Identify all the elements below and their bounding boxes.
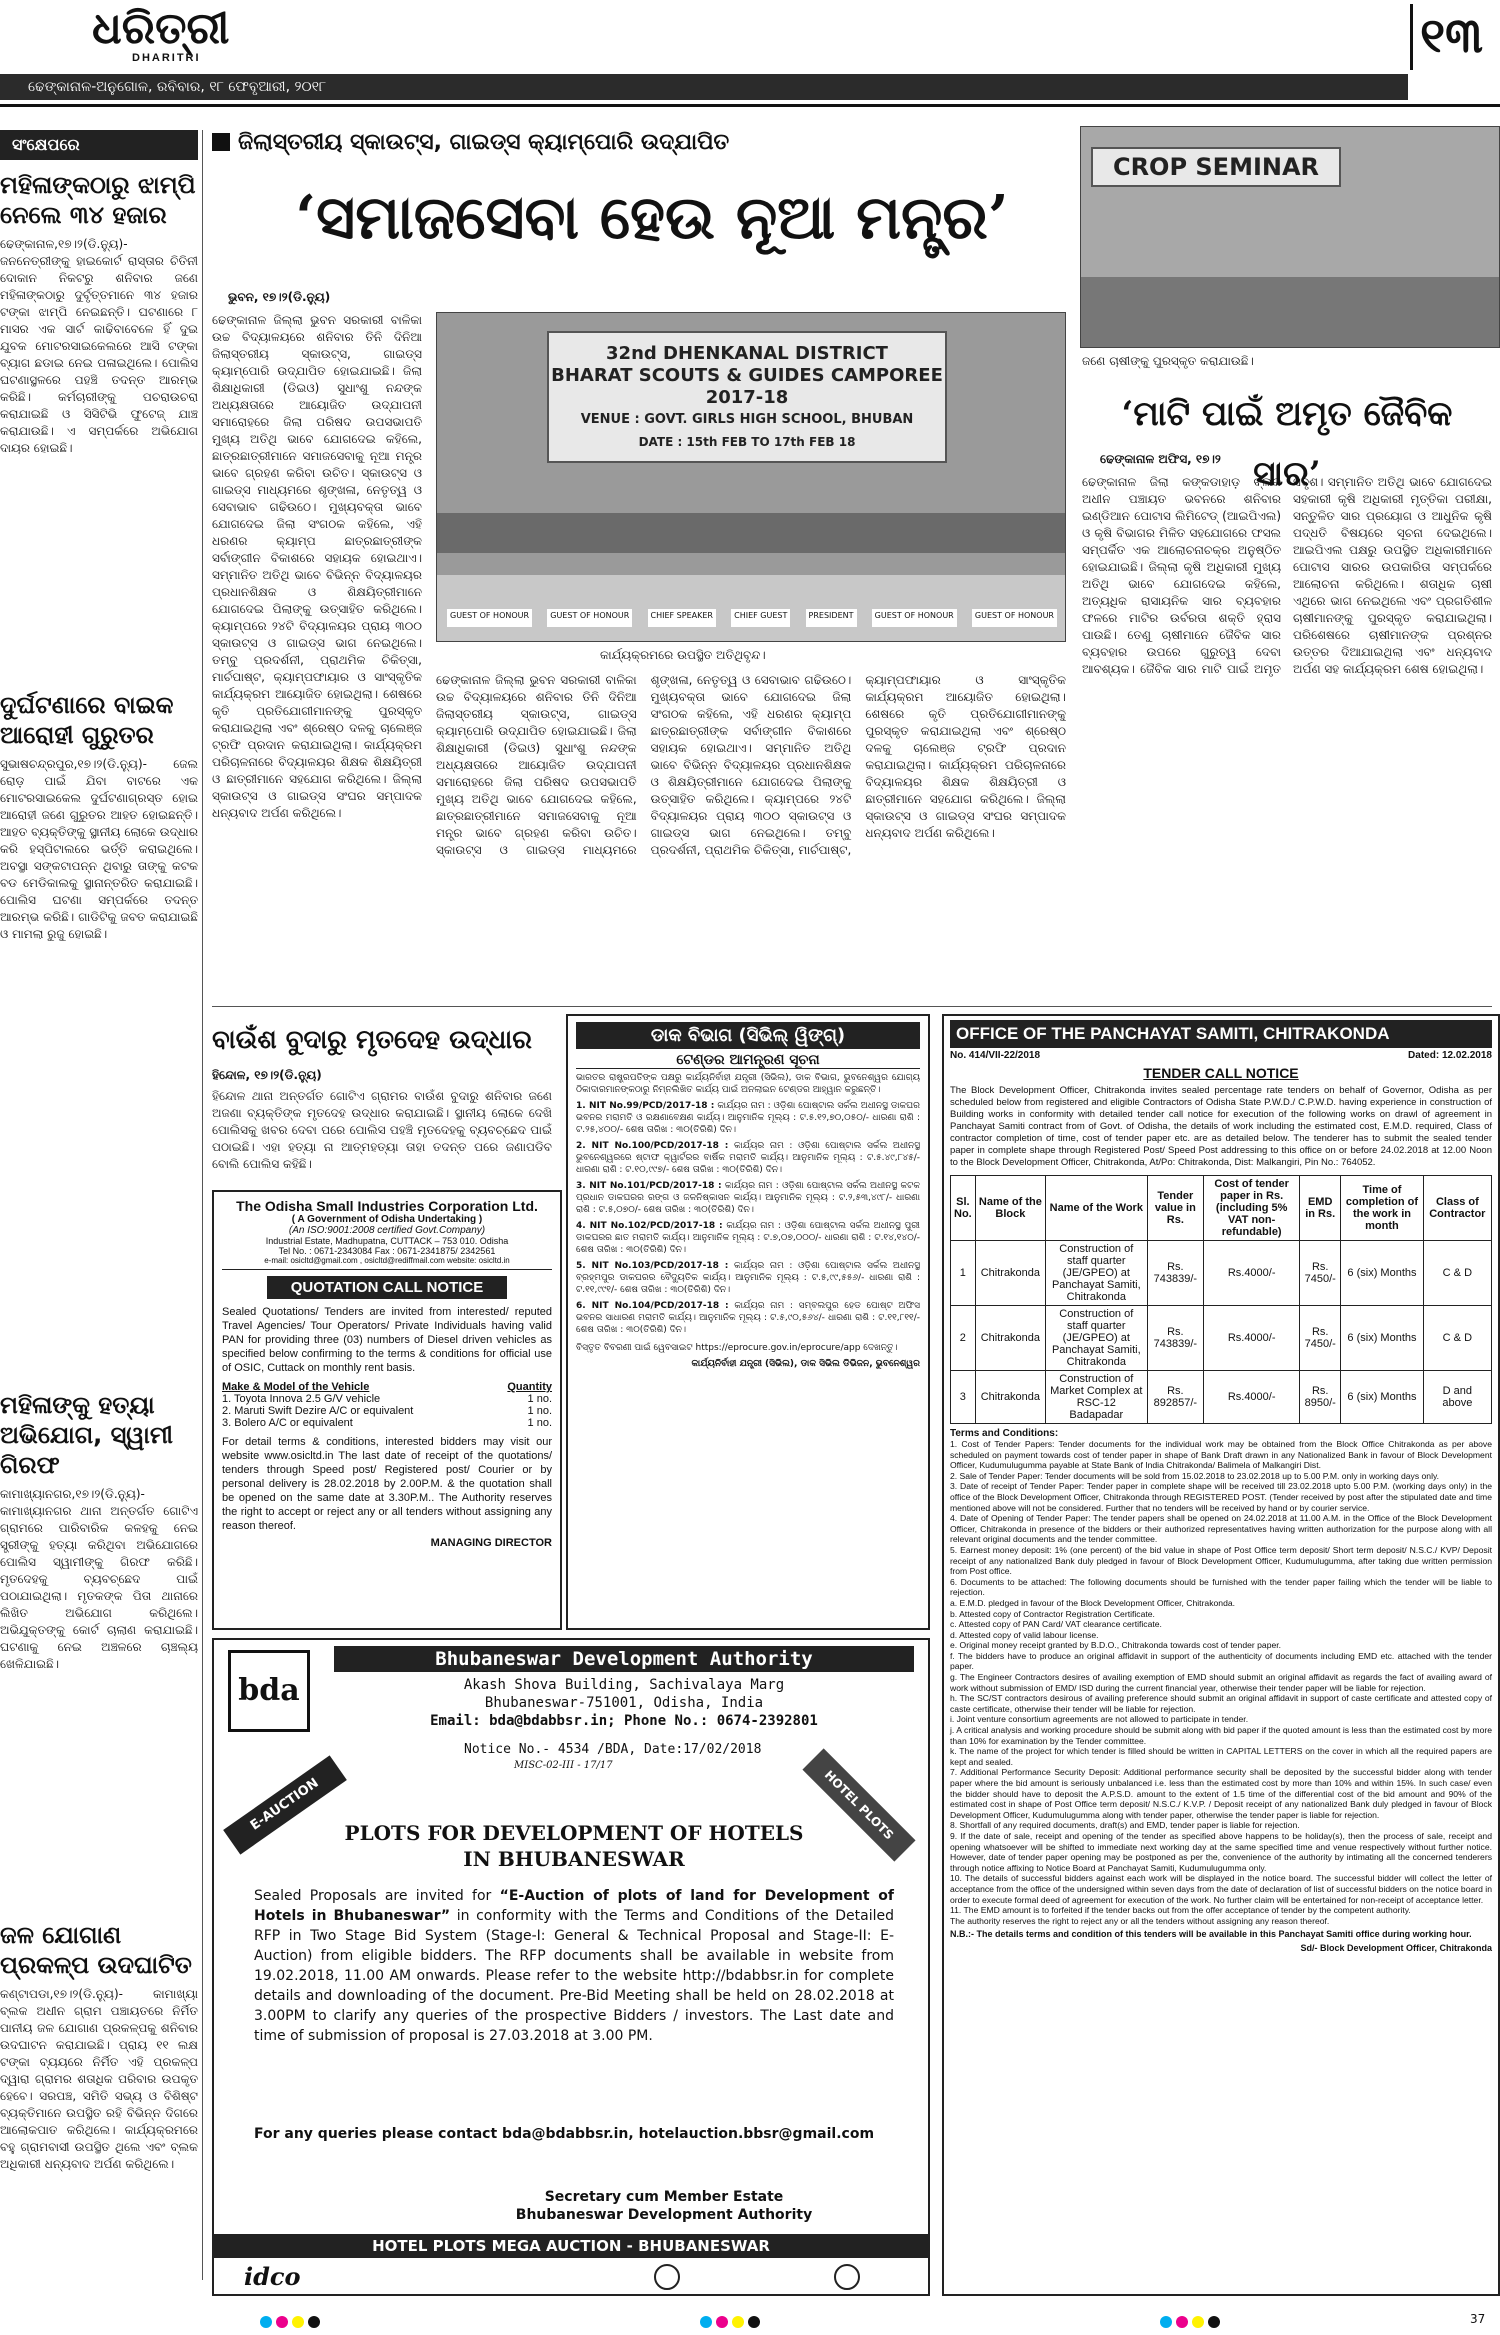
bda-address-2: Bhubaneswar-751001, Odisha, India	[484, 1695, 764, 1711]
osic-tel: Tel No. : 0671-2343084 Fax : 0671-2341875/ 2342561	[278, 1246, 496, 1256]
right-dateline: ଢେଙ୍କାନାଳ ଅଫିସ, ୧୭।୨	[1100, 452, 1221, 466]
mid-headline: ବାଉଁଶ ବୁଦାରୁ ମୃତଦେହ ଉଦ୍ଧାର	[212, 1025, 532, 1055]
name-card: GUEST OF HONOUR	[447, 609, 532, 627]
panchayat-ad	[942, 1014, 1500, 2296]
photo-people-row	[437, 513, 1066, 553]
bda-title-1: PLOTS FOR DEVELOPMENT OF HOTELS	[344, 1821, 804, 1845]
yellow-registration-dot	[292, 2316, 304, 2328]
term-item: k. The name of the project for which tender is filled should be written in CAPITAL LETTERS on the cover in which all the required papers are kept and sealed.	[950, 1746, 1492, 1767]
cyan-registration-dot	[260, 2316, 272, 2328]
osic-details: For detail terms & conditions, interested bidders may visit our website www.osicltd.in The last date of receipt of the quotations/ tenders through Speed post/ Registered post/ Courier or by personal delivery is 28.02.2018 by 2.00P.M. & the quotation shall be opened on the same date at 3.30P.M.. The Authority reserves the right to accept or reject any or all tenders without assigning any reason thereof.	[222, 1436, 552, 1532]
terms-list	[950, 1439, 1492, 1926]
lead-body-text: ଢେଙ୍କାନାଳ ଜିଲ୍ଲା ଭୁବନ ସରକାରୀ ବାଳିକା ଉଚ୍ଚ ବିଦ୍ୟାଳୟରେ ଶନିବାର ତିନି ଦିନିଆ ଜିଲାସ୍ତରୀୟ ସ୍କାଉଟ୍ସ, ଗାଇଡ୍ସ କ୍ୟାମ୍ପୋରି ଉଦ୍ଯାପିତ ହୋଇଯାଇଛି। ଜିଲା ଶିକ୍ଷାଧିକାରୀ (ଡିଇଓ) ସୁଧାଂଶୁ ନନ୍ଦଙ୍କ ଅଧ୍ୟକ୍ଷତାରେ ଆୟୋଜିତ ଉଦ୍ଯାପନୀ ସମାରୋହରେ ଜିଲା ପରିଷଦ ଉପସଭାପତି ମୁଖ୍ୟ ଅତିଥି ଭାବେ ଯୋଗଦେଇ କହିଲେ, ଛାତ୍ରଛାତ୍ରୀମାନେ ସମାଜସେବାକୁ ନୂଆ ମନ୍ତ୍ର ଭାବେ ଗ୍ରହଣ କରିବା ଉଚିତ। ସ୍କାଉଟ୍ସ ଓ ଗାଇଡ୍ସ ମାଧ୍ୟମରେ ଶୃଙ୍ଖଳା, ନେତୃତ୍ୱ ଓ ସେବାଭାବ ଗଢିଉଠେ। ମୁଖ୍ୟବକ୍ତା ଭାବେ ଯୋଗଦେଇ ଜିଲା ସଂଗଠକ କହିଲେ, ଏହି ଧରଣର କ୍ୟାମ୍ପ ଛାତ୍ରଛାତ୍ରୀଙ୍କ ସର୍ବାଙ୍ଗୀନ ବିକାଶରେ ସହାୟକ ହୋଇଥାଏ। ସମ୍ମାନିତ ଅତିଥି ଭାବେ ବିଭିନ୍ନ ବିଦ୍ୟାଳୟର ପ୍ରଧାନଶିକ୍ଷକ ଓ ଶିକ୍ଷୟିତ୍ରୀମାନେ ଯୋଗଦେଇ ପିଲାଙ୍କୁ ଉତ୍ସାହିତ କରିଥିଲେ। କ୍ୟାମ୍ପରେ ୨୪ଟି ବିଦ୍ୟାଳୟର ପ୍ରାୟ ୩୦୦ ସ୍କାଉଟ୍ସ ଓ ଗାଇଡ୍ସ ଭାଗ ନେଇଥିଲେ। ତମ୍ବୁ ପ୍ରଦର୍ଶନୀ, ପ୍ରାଥମିକ ଚିକିତ୍ସା, ମାର୍ଚପାଷ୍ଟ, କ୍ୟାମ୍ପଫାୟାର ଓ ସାଂସ୍କୃତିକ କାର୍ଯ୍ୟକ୍ରମ ଆୟୋଜିତ ହୋଇଥିଲା। ଶେଷରେ କୃତି ପ୍ରତିଯୋଗୀମାନଙ୍କୁ ପୁରସ୍କୃତ କରାଯାଇଥିଲା ଏବଂ ଶ୍ରେଷ୍ଠ ଦଳକୁ ଚାଲେଞ୍ଜ ଟ୍ରଫି ପ୍ରଦାନ କରାଯାଇଥିଲା। କାର୍ଯ୍ୟକ୍ରମ ପରିଚାଳନାରେ ବିଦ୍ୟାଳୟର ଶିକ୍ଷକ ଶିକ୍ଷୟିତ୍ରୀ ଓ ଛାତ୍ରୀମାନେ ସହଯୋଗ କରିଥିଲେ। ଜିଲ୍ଲା ସ୍କାଉଟ୍ସ ଓ ଗାଇଡ୍ସ ସଂଘର ସମ୍ପାଦକ ଧନ୍ୟବାଦ ଅର୍ପଣ କରିଥିଲେ।	[212, 313, 422, 820]
magenta-registration-dot	[716, 2316, 728, 2328]
col-header: Sl. No.	[951, 1176, 976, 1241]
cell: Rs. 892857/-	[1147, 1371, 1204, 1424]
cell: D and above	[1423, 1371, 1491, 1424]
black-registration-dot	[1208, 2316, 1220, 2328]
seminar-people	[1081, 277, 1500, 348]
vehicle-qty: 1 no.	[527, 1393, 552, 1405]
term-item: 5. Earnest money deposit: 1% (one percent) of the bid value in shape of Post Office term deposit/ Short term deposit/ N.S.C./ KVP/ Deposit receipt of any nationalized Bank duly pledged in favour of Block Development Officer, Kudumulugumma, after taking due written permission from Post office.	[950, 1544, 1492, 1577]
nit-text: କାର୍ଯ୍ୟର ନାମ : ଓଡ଼ିଶା ପୋଷ୍ଟାଲ ସର୍କଲ ଅଧୀନସ୍ଥ ବ୍ରହ୍ମପୁର ଡାକଘରର ବୈଦ୍ୟୁତିକ କାର୍ଯ୍ୟ। ଆନୁମାନିକ ମୂଲ୍ୟ : ଟ.୫,୯୯,୫୫୬/- ଧାରଣା ରାଶି : ଟ.୧୧,୯୯୧/- ଶେଷ ତାରିଖ : ୩୦(ତିରିଶି) ଦିନ।	[576, 1261, 920, 1295]
osic-head-model: Make & Model of the Vehicle	[222, 1381, 370, 1393]
osic-address: Industrial Estate, Madhupatna, CUTTACK – 753 010. Odisha	[265, 1236, 509, 1246]
lead-body-col-1	[212, 312, 422, 1002]
banner-line-1: 32nd DHENKANAL DISTRICT	[606, 343, 888, 364]
bda-tag-left: E-AUCTION	[223, 1755, 347, 1854]
story-body: ଢେଙ୍କାନାଳ,୧୭।୨(ଡି.ନ୍ୟୁ)- ଜନନେତ୍ରୀଙ୍କୁ ହାଇକୋର୍ଟ ରାସ୍ତାର ଚିତିନୀ ଦୋକାନ ନିକଟରୁ ଶନିବାର ଜଣେ ମହିଳାଙ୍କଠାରୁ ଦୁର୍ବୃତ୍ତମାନେ ୩୪ ହଜାର ଟଙ୍କା ଝାମ୍ପି ନେଇଛନ୍ତି। ଘଟଣାରେ ୮ ମାସର ଏକ ସାର୍ଟ କାଢିବାବେଳେ ହିଁ ଦୁଇ ଯୁବକ ମୋଟରସାଇକେଲରେ ଆସି ଟଙ୍କା ବ୍ୟାଗ ଛଡାଇ ନେଇ ପଳାଇଥିଲେ। ପୋଲିସ ଘଟଣାସ୍ଥଳରେ ପହଞ୍ଚି ତଦନ୍ତ ଆରମ୍ଭ କରିଛି। କର୍ମଚାରୀଙ୍କୁ ପଚରାଉଚରା କରାଯାଇଛି ଓ ସିସିଟିଭି ଫୁଟେଜ୍ ଯାଞ୍ଚ କରାଯାଉଛି। ଏ ସମ୍ପର୍କରେ ଅଭିଯୋଗ ଦାୟର ହୋଇଛି।	[0, 237, 198, 455]
cell: C & D	[1423, 1241, 1491, 1306]
cyan-registration-dot	[1160, 2316, 1172, 2328]
vehicle-qty: 1 no.	[527, 1417, 552, 1429]
lead-dateline: ଭୁବନ, ୧୭।୨(ଡି.ନ୍ୟୁ)	[228, 290, 331, 304]
term-item: 10. The details of successful bidders against each work will be displayed in the notice board. The successful bidder will collect the letter of acceptance from the office of the undersigned within seven days from the date of declaration of list of successful bidders on the notice board in order to execute formal deed of agreement for execution of the work. No further claim will be entertained for non-receipt of acceptance letter.	[950, 1873, 1492, 1905]
banner-line-3: 2017-18	[705, 387, 789, 408]
right-body-text: ଢେଙ୍କାନାଳ ଜିଲା କଙ୍କଡାହାଡ଼ ବ୍ଲକ ଅଧୀନ ପଞ୍ଚାୟତ ଭବନରେ ଶନିବାର ଇଣ୍ଡିଆନ ପୋଟାସ ଲିମିଟେଡ୍ (ଆଇପିଏଲ) ଓ କୃଷି ବିଭାଗର ମିଳିତ ସହଯୋଗରେ ଫସଲ ସମ୍ପର୍କିତ ଏକ ଆଲୋଚନାଚକ୍ର ଅନୁଷ୍ଠିତ ହୋଇଯାଇଛି। ଜିଲ୍ଲା କୃଷି ଅଧିକାରୀ ମୁଖ୍ୟ ଅତିଥି ଭାବେ ଯୋଗଦେଇ କହିଲେ, ଅତ୍ୟଧିକ ରାସାୟନିକ ସାର ବ୍ୟବହାର ଫଳରେ ମାଟିର ଉର୍ବରତା ଶକ୍ତି ହ୍ରାସ ପାଉଛି। ତେଣୁ ଚାଷୀମାନେ ଜୈବିକ ସାର ବ୍ୟବହାର ଉପରେ ଗୁରୁତ୍ୱ ଦେବା ଆବଶ୍ୟକ। ଜୈବିକ ସାର ମାଟି ପାଇଁ ଅମୃତ ସଦୃଶ। ସମ୍ମାନିତ ଅତିଥି ଭାବେ ଯୋଗଦେଇ ସହକାରୀ କୃଷି ଅଧିକାରୀ ମୃତ୍ତିକା ପରୀକ୍ଷା, ସନ୍ତୁଳିତ ସାର ପ୍ରୟୋଗ ଓ ଆଧୁନିକ କୃଷି ପଦ୍ଧତି ବିଷୟରେ ସୂଚନା ଦେଇଥିଲେ। ଆଇପିଏଲ ପକ୍ଷରୁ ଉପସ୍ଥିତ ଅଧିକାରୀମାନେ ପୋଟାସ ସାରର ଉପକାରିତା ସମ୍ପର୍କରେ ଆଲୋଚନା କରିଥିଲେ। ଶତାଧିକ ଚାଷୀ ଏଥିରେ ଭାଗ ନେଇଥିଲେ ଏବଂ ପ୍ରଗତିଶୀଳ ଚାଷୀମାନଙ୍କୁ ପୁରସ୍କୃତ କରାଯାଇଥିଲା। ପରିଶେଷରେ ଚାଷୀମାନଙ୍କ ପ୍ରଶ୍ନର ଉତ୍ତର ଦିଆଯାଇଥିଲା ଏବଂ ଧନ୍ୟବାଦ ଅର୍ପଣ ସହ କାର୍ଯ୍ୟକ୍ରମ ଶେଷ ହୋଇଥିଲା।	[1082, 475, 1492, 676]
nit-number: 5. NIT No.103/PCD/2017-18 :	[576, 1261, 729, 1271]
osic-signatory: MANAGING DIRECTOR	[430, 1537, 552, 1549]
col-header: Class of Contractor	[1423, 1176, 1491, 1241]
brief-story-4	[0, 1920, 198, 2300]
banner-line-2: BHARAT SCOUTS & GUIDES CAMPOREE	[551, 365, 943, 386]
cell: Rs. 8950/-	[1300, 1371, 1341, 1424]
print-footer	[0, 2304, 1500, 2335]
kicker-square-icon	[212, 133, 230, 151]
brief-story-3	[0, 1390, 198, 1910]
bda-body-b: “E-Auction of plots of land for Development of Hotels in Bhubaneswar”	[254, 1888, 894, 1924]
banner-venue: VENUE : GOVT. GIRLS HIGH SCHOOL, BHUBAN	[580, 412, 914, 427]
nit-text: କାର୍ଯ୍ୟର ନାମ : ଓଡ଼ିଶା ପୋଷ୍ଟାଲ ସର୍କଲ ଅଧୀନସ୍ଥ ଭୁବନେଶ୍ୱରରେ ଷ୍ଟାଫ କ୍ୱାର୍ଟରର ବାର୍ଷିକ ମରାମତି କାର୍ଯ୍ୟ। ଆନୁମାନିକ ମୂଲ୍ୟ : ଟ.୫.୪୯,୮୪୫/- ଧାରଣା ରାଶି : ଟ.୧୦,୯୯୭/- ଶେଷ ତାରିଖ : ୩୦(ତିରିଶି) ଦିନ।	[576, 1141, 920, 1175]
osic-table-head	[222, 1381, 552, 1393]
panchayat-nb: N.B.:- The details terms and condition of this tenders will be available in this Panchayat Samiti office during working hour.	[950, 1929, 1472, 1940]
postal-item	[576, 1100, 920, 1136]
lead-headline: ‘ସମାଜସେବା ହେଉ ନୂଆ ମନ୍ତ୍ର’	[295, 183, 1009, 253]
mid-body: ହିନ୍ଦୋଳ ଥାନା ଅନ୍ତର୍ଗତ ଗୋଟିଏ ଗ୍ରାମର ବାଉଁଶ ବୁଦାରୁ ଶନିବାର ଜଣେ ଅଜଣା ବ୍ୟକ୍ତିଙ୍କ ମୃତଦେହ ଉଦ୍ଧାର କରାଯାଇଛି। ସ୍ଥାନୀୟ ଲୋକେ ଦେଖି ପୋଲିସକୁ ଖବର ଦେବା ପରେ ପୋଲିସ ପହଞ୍ଚି ମୃତଦେହକୁ ବ୍ୟବଚ୍ଛେଦ ପାଇଁ ପଠାଇଛି। ଏହା ହତ୍ୟା ନା ଆତ୍ମହତ୍ୟା ତାହା ତଦନ୍ତ ପରେ ଜଣାପଡିବ ବୋଲି ପୋଲିସ କହିଛି।	[212, 1089, 552, 1171]
term-item: i. Joint venture consortium agreements are not allowed to participate in tender.	[950, 1714, 1249, 1725]
term-item: a. E.M.D. pledged in favour of the Block Development Officer, Chitrakonda.	[950, 1597, 1236, 1608]
nit-number: 3. NIT No.101/PCD/2017-18 :	[576, 1181, 722, 1191]
table-row	[951, 1371, 1492, 1424]
name-card: CHIEF SPEAKER	[648, 609, 716, 627]
postal-item	[576, 1220, 920, 1256]
panchayat-ref-row	[950, 1050, 1492, 1061]
postal-item	[576, 1140, 920, 1176]
bda-address-1: Akash Shova Building, Sachivalaya Marg	[463, 1677, 785, 1693]
term-item: The authority reserves the right to reject any or all the tenders without assigning any reason thereof.	[950, 1915, 1330, 1926]
logo-subtext: DHARITRI	[132, 52, 201, 64]
page-number: ୧୩	[1410, 4, 1490, 70]
osic-vehicle-row	[222, 1417, 552, 1429]
postal-item	[576, 1180, 920, 1216]
bda-notice-no: Notice No.- 4534 /BDA, Date:17/02/2018	[464, 1742, 762, 1757]
kicker-text: ଜିଲାସ୍ତରୀୟ ସ୍କାଉଟ୍ସ, ଗାଇଡ୍ସ କ୍ୟାମ୍ପୋରି ଉଦ୍ଯାପିତ	[238, 130, 730, 155]
cell: Rs. 7450/-	[1300, 1241, 1341, 1306]
story-headline: ଜଳ ଯୋଗାଣ ପ୍ରକଳ୍ପ ଉଦଘାଟିତ	[0, 1921, 192, 1979]
cell: 6 (six) Months	[1341, 1371, 1423, 1424]
postal-subtitle: ଟେଣ୍ଡର ଆମନ୍ତ୍ରଣ ସୂଚନା	[576, 1052, 920, 1069]
osic-email: e-mail: osicltd@gmail.com , osicltd@rediffmail.com website: osicltd.in	[222, 1256, 552, 1270]
cell: Chitrakonda	[975, 1371, 1045, 1424]
cell: 1	[951, 1241, 976, 1306]
cell: Rs.4000/-	[1204, 1371, 1300, 1424]
bda-address	[334, 1676, 914, 1730]
nit-number: 6. NIT No.104/PCD/2017-18 :	[576, 1301, 729, 1311]
lead-photo	[436, 312, 1066, 642]
column-divider	[202, 130, 203, 2280]
idco-logo: idco	[244, 2262, 301, 2291]
masthead-logo	[92, 3, 242, 68]
osic-vehicle-row	[222, 1393, 552, 1405]
bda-tag-right: HOTEL PLOTS	[802, 1748, 915, 1861]
banner-date: DATE : 15th FEB TO 17th FEB 18	[638, 435, 856, 449]
bda-title	[334, 1820, 814, 1872]
bda-ad	[212, 1638, 930, 2296]
tender-table	[950, 1175, 1492, 1424]
nit-text: କାର୍ଯ୍ୟର ନାମ : ଓଡ଼ିଶା ପୋଷ୍ଟାଲ ସର୍କଲ ଅଧୀନସ୍ଥ ପୁରୀ ଡାକଘରର ଛାତ ମରାମତି କାର୍ଯ୍ୟ। ଆନୁମାନିକ ମୂଲ୍ୟ : ଟ.୭,୦୭,୦୦୦/- ଧାରଣା ରାଶି : ଟ.୧୪,୧୪୦/- ଶେଷ ତାରିଖ : ୩୦(ତିରିଶି) ଦିନ।	[576, 1221, 920, 1255]
cell: 6 (six) Months	[1341, 1306, 1423, 1371]
page-marker: 37	[1470, 2312, 1486, 2326]
name-card: CHIEF GUEST	[731, 609, 790, 627]
lead-body-cols	[436, 672, 1066, 1002]
section-tag: ସଂକ୍ଷେପରେ	[0, 130, 198, 160]
panchayat-heading: TENDER CALL NOTICE	[1143, 1065, 1299, 1081]
cell: C & D	[1423, 1306, 1491, 1371]
seminar-caption: ଜଣେ ଚାଷୀଙ୍କୁ ପୁରସ୍କୃତ କରାଯାଉଛି।	[1082, 354, 1254, 368]
vehicle-name: 3. Bolero A/C or equivalent	[222, 1417, 353, 1429]
black-registration-dot	[308, 2316, 320, 2328]
bda-body-a: Sealed Proposals are invited for	[254, 1888, 500, 1904]
col-header: EMD in Rs.	[1300, 1176, 1341, 1241]
postal-item	[576, 1300, 920, 1336]
postal-signatory: କାର୍ଯ୍ୟନିର୍ବାହୀ ଯନ୍ତ୍ରୀ (ସିଭିଲ), ଡାକ ସିଭିଲ ଡିଭିଜନ, ଭୁବନେଶ୍ୱର	[691, 1359, 920, 1369]
vehicle-qty: 1 no.	[527, 1405, 552, 1417]
postal-title: ଡାକ ବିଭାଗ (ସିଭିଲ୍ ୱିଙ୍ଗ୍)	[576, 1022, 920, 1049]
term-item: 7. Additional Performance Security Deposit: Additional performance security shall be deposited by the successful bidder along with tender paper where the bid amount is seriously unbalanced i.e. less than the estimated cost by more than 10% and within 15%. In such case/ even the bidder should have to deposit the A.P.S.D. amount to the extent of 1.5 time of the differential cost of the bid amount and 90% of the estimated cost in shape of Post Office term deposit/ N.S.C./ K.V.P. / Deposit receipt of any nationalized Bank duly pledged in favour of Block Development Officer, Kudumulugumma along with tender paper, otherwise the tender paper is liable for rejection.	[950, 1767, 1492, 1820]
tender-header-row	[951, 1176, 1492, 1241]
term-item: 11. The EMD amount is to forfeited if the tender backs out from the offer acceptance of tender by the competent authority.	[950, 1905, 1411, 1916]
bda-logo: bda	[228, 1650, 310, 1732]
term-item: 1. Cost of Tender Papers: Tender documents for the individual work may be obtained from the Block Office Chitrakonda as per above scheduled on payment towards cost of tender paper in shape of Bank Draft drawn in any Nationalized Bank in favour of Block Development Officer, Kudumulugumma payable at State Bank of India Chitrakonda/ Balimela of Malkangiri Dist.	[950, 1439, 1492, 1471]
cell: 2	[951, 1306, 976, 1371]
cell: Rs.4000/-	[1204, 1241, 1300, 1306]
seal-icon	[834, 2264, 860, 2290]
bda-org: Bhubaneswar Development Authority	[334, 1646, 914, 1672]
osic-ad	[212, 1190, 562, 1630]
bda-title-2: IN BHUBANESWAR	[463, 1847, 685, 1871]
col-header: Time of completion of the work in month	[1341, 1176, 1423, 1241]
mid-dateline: ହିନ୍ଦୋଳ, ୧୭।୨(ଡି.ନ୍ୟୁ)	[212, 1068, 322, 1082]
cell: Rs. 7450/-	[1300, 1306, 1341, 1371]
postal-footer: ବିସ୍ତୃତ ବିବରଣୀ ପାଇଁ ୱେବସାଇଟ https://eprocure.gov.in/eprocure/app ଦେଖନ୍ତୁ।	[576, 1343, 898, 1353]
story-body: କଣ୍ଟାପଡା,୧୭।୨(ଡି.ନ୍ୟୁ)- କାମାଖ୍ୟା ବ୍ଲକ ଅଧୀନ ଗ୍ରାମ ପଞ୍ଚାୟତରେ ନିର୍ମିତ ପାନୀୟ ଜଳ ଯୋଗାଣ ପ୍ରକଳ୍ପକୁ ଶନିବାର ଉଦଘାଟନ କରାଯାଇଛି। ପ୍ରାୟ ୧୧ ଲକ୍ଷ ଟଙ୍କା ବ୍ୟୟରେ ନିର୍ମିତ ଏହି ପ୍ରକଳ୍ପ ଦ୍ୱାରା ଗ୍ରାମର ଶତାଧିକ ପରିବାର ଉପକୃତ ହେବେ। ସରପଞ୍ଚ, ସମିତି ସଭ୍ୟ ଓ ବିଶିଷ୍ଟ ବ୍ୟକ୍ତିମାନେ ଉପସ୍ଥିତ ରହି ବିଭିନ୍ନ ଦିଗରେ ଆଲୋକପାତ କରିଥିଲେ। କାର୍ଯ୍ୟକ୍ରମରେ ବହୁ ଗ୍ରାମବାସୀ ଉପସ୍ଥିତ ଥିଲେ ଏବଂ ବ୍ଲକ ଅଧିକାରୀ ଧନ୍ୟବାଦ ଅର୍ପଣ କରିଥିଲେ।	[0, 1987, 198, 2171]
postal-intro: ଭାରତର ରାଷ୍ଟ୍ରପତିଙ୍କ ପକ୍ଷରୁ କାର୍ଯ୍ୟନିର୍ବାହୀ ଯନ୍ତ୍ରୀ (ସିଭିଲ), ଡାକ ବିଭାଗ, ଭୁବନେଶ୍ୱର ଯୋଗ୍ୟ ଠିକାଦାରମାନଙ୍କଠାରୁ ନିମ୍ନଲିଖିତ କାର୍ଯ୍ୟ ପାଇଁ ଅନଲାଇନ ଟେଣ୍ଡର ଆହ୍ୱାନ କରୁଛନ୍ତି।	[576, 1073, 920, 1095]
story-headline: ଦୁର୍ଘଟଣାରେ ବାଇକ ଆରୋହୀ ଗୁରୁତର	[0, 691, 174, 749]
term-item: g. The Engineer Contractors desires of availing exemption of EMD should submit an original affidavit as regards the fact of availing award of work without submission of EMD/ ISD during the current financial year, otherwise their tender paper will be liable for rejection.	[950, 1672, 1492, 1693]
nit-text: କାର୍ଯ୍ୟର ନାମ : ଓଡ଼ିଶା ପୋଷ୍ଟାଲ ସର୍କଲ ଅଧୀନସ୍ଥ ଡାକଘର ଭବନର ମରାମତି ଓ ରକ୍ଷଣାବେକ୍ଷଣ କାର୍ଯ୍ୟ। ଆନୁମାନିକ ମୂଲ୍ୟ : ଟ.୫.୧୨,୭୦,୦୫୦/- ଧାରଣା ରାଶି : ଟ.୨୫,୪୦୦/- ଶେଷ ତାରିଖ : ୩୦(ତିରିଶି) ଦିନ।	[576, 1101, 920, 1135]
term-item: f. The bidders have to produce an original affidavit in support of the authenticity of documents including EMD etc. attached with the tender paper.	[950, 1650, 1492, 1672]
term-item: b. Attested copy of Contractor Registration Certificate.	[950, 1608, 1155, 1619]
photo-name-cards	[447, 609, 1057, 627]
story-headline: ମହିଳାଙ୍କଠାରୁ ଝାମ୍ପି ନେଲେ ୩୪ ହଜାର	[0, 171, 196, 229]
brief-story-1	[0, 170, 198, 680]
yellow-registration-dot	[732, 2316, 744, 2328]
nit-number: 2. NIT No.100/PCD/2017-18 :	[576, 1141, 729, 1151]
vehicle-name: 1. Toyota Innova 2.5 G/V vehicle	[222, 1393, 381, 1405]
term-item: 8. Shortfall of any required documents, draft(s) and EMD, tender paper is liable for rejection.	[950, 1820, 1300, 1831]
seminar-photo	[1080, 126, 1500, 348]
osic-head-qty: Quantity	[507, 1381, 552, 1393]
col-header: Tender value in Rs.	[1147, 1176, 1204, 1241]
dateline-bar: ଢେଙ୍କାନାଳ-ଅନୁଗୋଳ, ରବିବାର, ୧୮ ଫେବୃଆରୀ, ୨୦୧୮	[0, 74, 1408, 100]
osic-title: QUOTATION CALL NOTICE	[267, 1276, 507, 1299]
panchayat-intro: The Block Development Officer, Chitrakonda invites sealed percentage rate tenders on behalf of Governor, Odisha as per scheduled below from registered and eligible Contractors of Odisha State P.W.D./ C.P.W.D. having experience in construction of Building works in conformity with detailed tender call notice for execution of the following works on drawl of agreement in Panchayat Samiti contract from of Govt. of Odisha, the details of work including the estimated cost, E.M.D. required, Class of contractor completion of time, cost of tender paper etc. are as detailed below. The tenderer has to submit the sealed tender paper in complete shape through Registered Post/ Speed Post addressing to this office on or before 24.02.2018 at 12.00 Noon to the Block Development Officer, Chitrakonda, At/Po: Chitrakonda, Dist: Malkangiri, Pin No.: 764052.	[950, 1085, 1492, 1168]
osic-vehicle-row	[222, 1405, 552, 1417]
bda-signatory	[454, 2188, 874, 2224]
term-item: 6. Documents to be attached: The following documents should be furnished with the tender paper failing which the tender will be liable to rejection.	[950, 1576, 1492, 1598]
name-card: GUEST OF HONOUR	[972, 609, 1057, 627]
bda-handwritten: MISC-02-III - 17/17	[514, 1760, 613, 1771]
yellow-registration-dot	[1192, 2316, 1204, 2328]
cyan-registration-dot	[700, 2316, 712, 2328]
black-registration-dot	[748, 2316, 760, 2328]
cell: Chitrakonda	[975, 1306, 1045, 1371]
term-item: 9. If the date of sale, receipt and opening of the tender as specified above happens to be holiday(s), then the process of sale, receipt and opening whatsoever will be shifted to immediate next working day at the same specified time and venue respectively without further notice. However, date of tender paper opening may be postponed as per the, convenience of the authority by intimating all the concerned tenderers through notice affixing to Notice Board at Panchayat Samiti, Kudumulugumma only.	[950, 1830, 1492, 1873]
bda-strip: HOTEL PLOTS MEGA AUCTION - BHUBANESWAR	[214, 2234, 928, 2258]
masthead-rule	[0, 104, 1500, 107]
brief-story-2	[0, 690, 198, 1380]
magenta-registration-dot	[276, 2316, 288, 2328]
term-item: c. Attested copy of PAN Card/ VAT clearance certificate.	[950, 1619, 1162, 1630]
bda-contact: Email: bda@bdabbsr.in; Phone No.: 0674-2392801	[430, 1713, 818, 1729]
lead-photo-caption: କାର୍ଯ୍ୟକ୍ରମରେ ଉପସ୍ଥିତ ଅତିଥିବୃନ୍ଦ।	[600, 648, 766, 662]
term-item: 4. Date of Opening of Tender Paper: The tender papers shall be opened on 24.02.2018 at 11.00 A.M. in the Office of the Block Development Officer, Chitrakonda in presence of the bidders or their authorized representatives having written authorization for the purpose along with all relevant original documents and the tender committee.	[950, 1513, 1492, 1545]
story-body: କାମାଖ୍ୟାନଗର,୧୭।୨(ଡି.ନ୍ୟୁ)- କାମାଖ୍ୟାନଗର ଥାନା ଅନ୍ତର୍ଗତ ଗୋଟିଏ ଗ୍ରାମରେ ପାରିବାରିକ କଳହକୁ ନେଇ ସ୍ତ୍ରୀଙ୍କୁ ହତ୍ୟା କରିଥିବା ଅଭିଯୋଗରେ ପୋଲିସ ସ୍ୱାମୀଙ୍କୁ ଗିରଫ କରିଛି। ମୃତଦେହକୁ ବ୍ୟବଚ୍ଛେଦ ପାଇଁ ପଠାଯାଇଥିଲା। ମୃତକଙ୍କ ପିତା ଥାନାରେ ଲିଖିତ ଅଭିଯୋଗ କରିଥିଲେ। ଅଭିଯୁକ୍ତଙ୍କୁ କୋର୍ଟ ଚାଲାଣ କରାଯାଇଛି। ଘଟଣାକୁ ନେଇ ଅଞ୍ଚଳରେ ଚାଞ୍ଚଲ୍ୟ ଖେଳିଯାଇଛି।	[0, 1487, 198, 1671]
col-header: Cost of tender paper in Rs. (including 5% VAT non-refundable)	[1204, 1176, 1300, 1241]
term-item: 3. Date of receipt of Tender Paper: Tender paper in complete shape will be received till 23.02.2018 upto 5.00 P.M. (working days only) in the office of the Block Development Officer, Chitrakonda through REGISTERED POST. (Tender received by post after the stipulated date and time mentioned above will not be considered. Further that no tenders will be received by hand or by courier service.	[950, 1481, 1492, 1513]
nit-text: କାର୍ଯ୍ୟର ନାମ : ସମ୍ବଲପୁର ହେଡ ପୋଷ୍ଟ ଅଫିସ ଭବନର ସାଧାରଣ ମରାମତି କାର୍ଯ୍ୟ। ଆନୁମାନିକ ମୂଲ୍ୟ : ଟ.୫,୯୦,୫୬୪/- ଧାରଣା ରାଶି : ଟ.୧୧,୮୧୧/- ଶେଷ ତାରିଖ : ୩୦(ତିରିଶି) ଦିନ।	[576, 1301, 920, 1335]
cell: Chitrakonda	[975, 1241, 1045, 1306]
table-row	[951, 1241, 1492, 1306]
term-item: 2. Sale of Tender Paper: Tender documents will be sold from 15.02.2018 to 23.02.2018 up to 5.00 P.M. only in working days only.	[950, 1470, 1440, 1481]
cell: Construction of Market Complex at RSC-12 Badapadar	[1046, 1371, 1147, 1424]
story-body: ସୁଭାଷଚନ୍ଦ୍ରପୁର,୧୭।୨(ଡି.ନ୍ୟୁ)- ଜେଲ ରୋଡ଼ ପାଇଁ ଯିବା ବାଟରେ ଏକ ମୋଟରସାଇକେଲ ଦୁର୍ଘଟଣାଗ୍ରସ୍ତ ହୋଇ ଆରୋହୀ ଜଣେ ଗୁରୁତର ଆହତ ହୋଇଛନ୍ତି। ଆହତ ବ୍ୟକ୍ତିଙ୍କୁ ସ୍ଥାନୀୟ ଲୋକେ ଉଦ୍ଧାର କରି ହସ୍ପିଟାଲରେ ଭର୍ତ୍ତି କରାଇଥିଲେ। ଅବସ୍ଥା ସଙ୍କଟାପନ୍ନ ଥିବାରୁ ତାଙ୍କୁ କଟକ ବଡ ମେଡିକାଲକୁ ସ୍ଥାନାନ୍ତରିତ କରାଯାଇଛି। ପୋଲିସ ଘଟଣା ସମ୍ପର୍କରେ ତଦନ୍ତ ଆରମ୍ଭ କରିଛି। ଗାଡିଟିକୁ ଜବତ କରାଯାଇଛି ଓ ମାମଲା ରୁଜୁ ହୋଇଛି।	[0, 757, 198, 941]
story-headline: ମହିଳାଙ୍କୁ ହତ୍ୟା ଅଭିଯୋଗ, ସ୍ୱାମୀ ଗିରଫ	[0, 1391, 174, 1479]
nit-text: କାର୍ଯ୍ୟର ନାମ : ଓଡ଼ିଶା ପୋଷ୍ଟାଲ ସର୍କଲ ଅଧୀନସ୍ଥ କଟକ ପ୍ରଧାନ ଡାକଘରର ରଙ୍ଗ ଓ ଜଳନିଷ୍କାସନ କାର୍ଯ୍ୟ। ଆନୁମାନିକ ମୂଲ୍ୟ : ଟ.୨,୫୩,୪୯୮/- ଧାରଣା ରାଶି : ଟ.୫,୦୭୦/- ଶେଷ ତାରିଖ : ୩୦(ତିରିଶି) ଦିନ।	[576, 1181, 920, 1215]
postal-ad	[566, 1014, 930, 1630]
cell: Rs.4000/-	[1204, 1306, 1300, 1371]
cell: Rs. 743839/-	[1147, 1306, 1204, 1371]
cell: Construction of staff quarter (JE/GPEO) at Panchayat Samiti, Chitrakonda	[1046, 1241, 1147, 1306]
bda-queries: For any queries please contact bda@bdabbsr.in, hotelauction.bbsr@gmail.com	[254, 2126, 875, 2142]
osic-sub1: ( A Government of Odisha Undertaking )	[291, 1214, 483, 1225]
terms-title: Terms and Conditions:	[950, 1428, 1059, 1439]
nit-number: 1. NIT No.99/PCD/2017-18 :	[576, 1101, 715, 1111]
cell: Rs. 743839/-	[1147, 1241, 1204, 1306]
panchayat-title: OFFICE OF THE PANCHAYAT SAMITI, CHITRAKONDA	[950, 1020, 1492, 1048]
lead-kicker	[212, 126, 892, 160]
right-headline: ‘ମାଟି ପାଇଁ ଅମୃତ ଜୈବିକ ସାର’	[1121, 394, 1453, 494]
bda-sig-1: Secretary cum Member Estate	[544, 2189, 784, 2205]
postal-item	[576, 1260, 920, 1296]
nit-number: 4. NIT No.102/PCD/2017-18 :	[576, 1221, 723, 1231]
osic-intro: Sealed Quotations/ Tenders are invited from interested/ reputed Travel Agencies/ Tour Operators/ Private Individuals having valid PAN for providing three (03) numbers of Diesel driven vehicles as specified below confirming to the terms & conditions for official use of OSIC, Cuttack on monthly rent basis.	[222, 1306, 552, 1374]
emblem-icon	[654, 2264, 680, 2290]
right-body	[1082, 474, 1492, 998]
osic-org: The Odisha Small Industries Corporation Ltd.	[236, 1198, 538, 1214]
lead-body-text: ଢେଙ୍କାନାଳ ଜିଲ୍ଲା ଭୁବନ ସରକାରୀ ବାଳିକା ଉଚ୍ଚ ବିଦ୍ୟାଳୟରେ ଶନିବାର ତିନି ଦିନିଆ ଜିଲାସ୍ତରୀୟ ସ୍କାଉଟ୍ସ, ଗାଇଡ୍ସ କ୍ୟାମ୍ପୋରି ଉଦ୍ଯାପିତ ହୋଇଯାଇଛି। ଜିଲା ଶିକ୍ଷାଧିକାରୀ (ଡିଇଓ) ସୁଧାଂଶୁ ନନ୍ଦଙ୍କ ଅଧ୍ୟକ୍ଷତାରେ ଆୟୋଜିତ ଉଦ୍ଯାପନୀ ସମାରୋହରେ ଜିଲା ପରିଷଦ ଉପସଭାପତି ମୁଖ୍ୟ ଅତିଥି ଭାବେ ଯୋଗଦେଇ କହିଲେ, ଛାତ୍ରଛାତ୍ରୀମାନେ ସମାଜସେବାକୁ ନୂଆ ମନ୍ତ୍ର ଭାବେ ଗ୍ରହଣ କରିବା ଉଚିତ। ସ୍କାଉଟ୍ସ ଓ ଗାଇଡ୍ସ ମାଧ୍ୟମରେ ଶୃଙ୍ଖଳା, ନେତୃତ୍ୱ ଓ ସେବାଭାବ ଗଢିଉଠେ। ମୁଖ୍ୟବକ୍ତା ଭାବେ ଯୋଗଦେଇ ଜିଲା ସଂଗଠକ କହିଲେ, ଏହି ଧରଣର କ୍ୟାମ୍ପ ଛାତ୍ରଛାତ୍ରୀଙ୍କ ସର୍ବାଙ୍ଗୀନ ବିକାଶରେ ସହାୟକ ହୋଇଥାଏ। ସମ୍ମାନିତ ଅତିଥି ଭାବେ ବିଭିନ୍ନ ବିଦ୍ୟାଳୟର ପ୍ରଧାନଶିକ୍ଷକ ଓ ଶିକ୍ଷୟିତ୍ରୀମାନେ ଯୋଗଦେଇ ପିଲାଙ୍କୁ ଉତ୍ସାହିତ କରିଥିଲେ। କ୍ୟାମ୍ପରେ ୨୪ଟି ବିଦ୍ୟାଳୟର ପ୍ରାୟ ୩୦୦ ସ୍କାଉଟ୍ସ ଓ ଗାଇଡ୍ସ ଭାଗ ନେଇଥିଲେ। ତମ୍ବୁ ପ୍ରଦର୍ଶନୀ, ପ୍ରାଥମିକ ଚିକିତ୍ସା, ମାର୍ଚପାଷ୍ଟ, କ୍ୟାମ୍ପଫାୟାର ଓ ସାଂସ୍କୃତିକ କାର୍ଯ୍ୟକ୍ରମ ଆୟୋଜିତ ହୋଇଥିଲା। ଶେଷରେ କୃତି ପ୍ରତିଯୋଗୀମାନଙ୍କୁ ପୁରସ୍କୃତ କରାଯାଇଥିଲା ଏବଂ ଶ୍ରେଷ୍ଠ ଦଳକୁ ଚାଲେଞ୍ଜ ଟ୍ରଫି ପ୍ରଦାନ କରାଯାଇଥିଲା। କାର୍ଯ୍ୟକ୍ରମ ପରିଚାଳନାରେ ବିଦ୍ୟାଳୟର ଶିକ୍ଷକ ଶିକ୍ଷୟିତ୍ରୀ ଓ ଛାତ୍ରୀମାନେ ସହଯୋଗ କରିଥିଲେ। ଜିଲ୍ଲା ସ୍କାଉଟ୍ସ ଓ ଗାଇଡ୍ସ ସଂଘର ସମ୍ପାଦକ ଧନ୍ୟବାଦ ଅର୍ପଣ କରିଥିଲେ।	[436, 673, 1066, 857]
photo-banner	[547, 331, 947, 463]
panchayat-ref: No. 414/VII-22/2018	[950, 1050, 1041, 1061]
vehicle-name: 2. Maruti Swift Dezire A/C or equivalent	[222, 1405, 414, 1417]
magenta-registration-dot	[1176, 2316, 1188, 2328]
name-card: GUEST OF HONOUR	[547, 609, 632, 627]
col-header: Name of the Block	[975, 1176, 1045, 1241]
bda-body	[254, 1886, 894, 2046]
logo-text: ଧରିତ୍ରୀ	[92, 3, 230, 54]
col-header: Name of the Work	[1046, 1176, 1147, 1241]
bda-sig-2: Bhubaneswar Development Authority	[515, 2207, 813, 2223]
name-card: PRESIDENT	[806, 609, 857, 627]
panchayat-signatory: Sd/- Block Development Officer, Chitrakonda	[1300, 1943, 1492, 1954]
osic-sub2: (An ISO:9001:2008 certified Govt.Company)	[288, 1225, 486, 1236]
term-item: j. A critical analysis and working procedure should be submit along with bid paper if the quoted amount is less than the estimated cost by more than 10% for examination by the Tender committee.	[950, 1725, 1492, 1746]
row-divider	[212, 1006, 1492, 1007]
cell: 3	[951, 1371, 976, 1424]
table-row	[951, 1306, 1492, 1371]
cell: 6 (six) Months	[1341, 1241, 1423, 1306]
term-item: d. Attested copy of valid labour license.	[950, 1629, 1099, 1640]
term-item: e. Original money receipt granted by B.D.O., Chitrakonda towards cost of tender paper.	[950, 1640, 1282, 1651]
panchayat-date: Dated: 12.02.2018	[1408, 1050, 1492, 1061]
seminar-banner: CROP SEMINAR	[1091, 147, 1341, 187]
name-card: GUEST OF HONOUR	[872, 609, 957, 627]
cell: Construction of staff quarter (JE/GPEO) at Panchayat Samiti, Chitrakonda	[1046, 1306, 1147, 1371]
bda-body-c: in conformity with the Terms and Conditions of the Detailed RFP in Two Stage Bid System (Stage-I: General & Technical Proposal and Stage-II: E-Auction) from eligible bidders. The RFP documents shall be available in website from 19.02.2018, 11.00 AM onwards. Please refer to the website http://bdabbsr.in for complete details and downloading of the document. Pre-Bid Meeting shall be held on 28.02.2018 at 3.00PM to clarify any queries of the prospective Bidders / investors. The Last date and time of submission of proposal is 27.03.2018 at 3.00 PM.	[254, 1908, 894, 2044]
term-item: h. The SC/ST contractors desirous of availing preference should submit an original affidavit in support of caste certificate and attested copy of caste certificate, otherwise their tender will be liable for rejection.	[950, 1693, 1492, 1714]
